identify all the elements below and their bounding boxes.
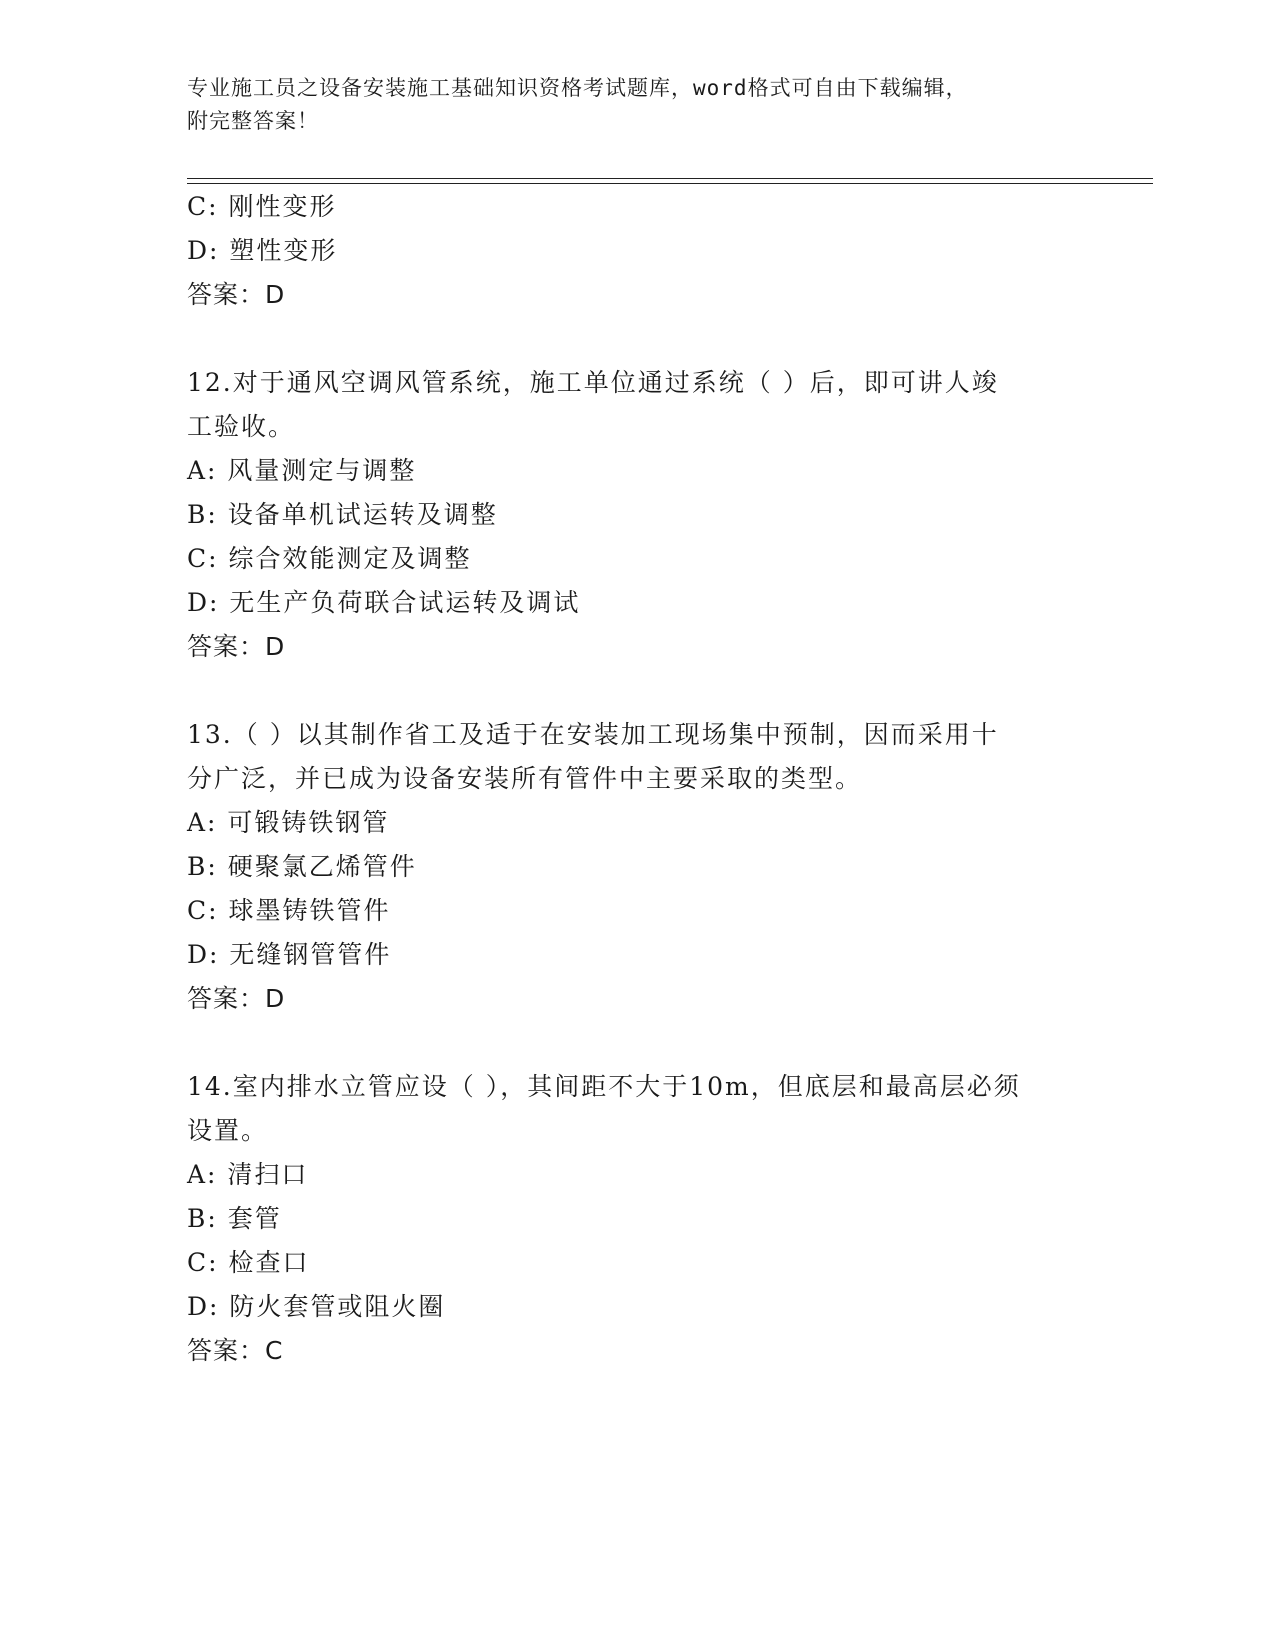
option-d: D: 塑性变形 — [187, 236, 338, 265]
question-14-stem-cont: 设置。 — [187, 1116, 269, 1145]
question-12-option-a: A: 风量测定与调整 — [187, 456, 417, 485]
question-13-option-c: C: 球墨铸铁管件 — [187, 896, 391, 925]
question-14-option-b: B: 套管 — [187, 1204, 282, 1233]
question-12-stem-cont: 工验收。 — [187, 412, 296, 441]
question-13-answer: 答案：D — [187, 984, 286, 1013]
question-14-option-c: C: 检查口 — [187, 1248, 310, 1277]
answer: 答案：D — [187, 280, 286, 309]
header-divider-bottom — [187, 183, 1153, 184]
question-12-stem: 12.对于通风空调风管系统，施工单位通过系统（ ）后，即可讲人竣 — [187, 368, 999, 397]
question-12-answer: 答案：D — [187, 632, 286, 661]
question-14-stem: 14.室内排水立管应设（ ），其间距不大于10m，但底层和最高层必须 — [187, 1072, 1021, 1101]
question-12-option-b: B: 设备单机试运转及调整 — [187, 500, 498, 529]
question-13-stem-cont: 分广泛，并已成为设备安装所有管件中主要采取的类型。 — [187, 764, 863, 793]
question-12-option-c: C: 综合效能测定及调整 — [187, 544, 472, 573]
question-13-option-b: B: 硬聚氯乙烯管件 — [187, 852, 417, 881]
question-13-stem: 13.（ ）以其制作省工及适于在安装加工现场集中预制，因而采用十 — [187, 720, 999, 749]
header-line-1: 专业施工员之设备安装施工基础知识资格考试题库，word格式可自由下载编辑， — [187, 76, 968, 100]
question-13-option-d: D: 无缝钢管管件 — [187, 940, 392, 969]
header-line-2: 附完整答案！ — [187, 109, 319, 133]
header-divider-top — [187, 178, 1153, 179]
document-header — [187, 72, 1087, 138]
question-14-option-a: A: 清扫口 — [187, 1160, 309, 1189]
question-12-option-d: D: 无生产负荷联合试运转及调试 — [187, 588, 581, 617]
question-14-option-d: D: 防火套管或阻火圈 — [187, 1292, 446, 1321]
question-14-answer: 答案：C — [187, 1336, 284, 1365]
option-c: C: 刚性变形 — [187, 192, 337, 221]
question-13-option-a: A: 可锻铸铁钢管 — [187, 808, 390, 837]
